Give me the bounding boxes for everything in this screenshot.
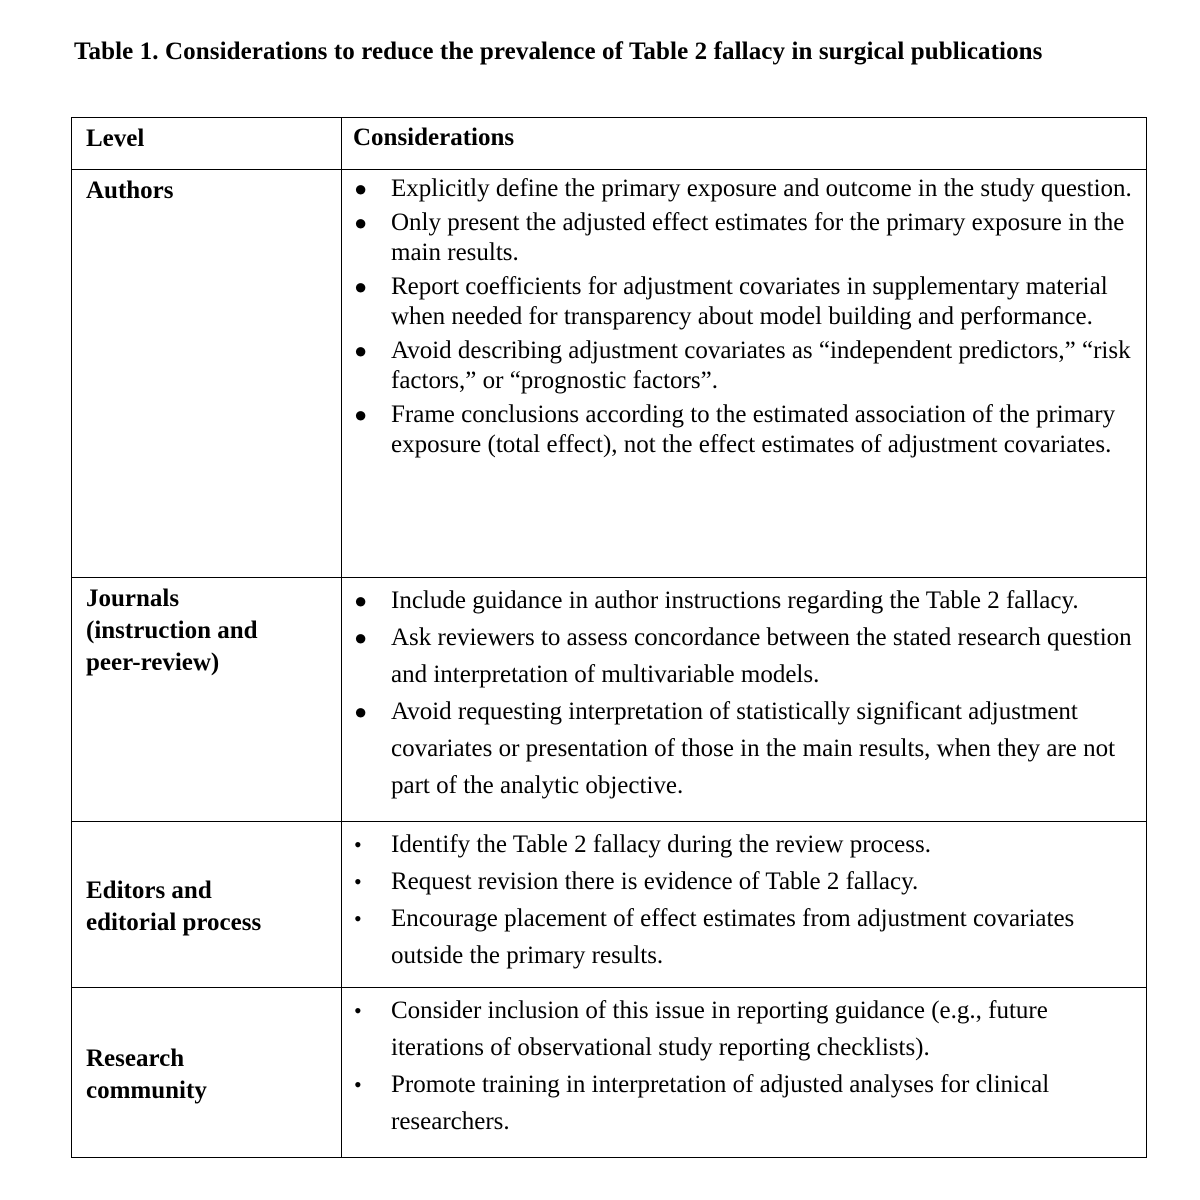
bullet-icon: ● (354, 273, 368, 299)
level-label-line: Research (86, 1045, 185, 1072)
considerations-header-label: Considerations (353, 124, 515, 151)
list-item-text: Avoid requesting interpretation of statistically significant adjustment covariates or presentation of those in the main results, when they are not part of the analytic objective. (391, 698, 1116, 799)
level-label-line: Authors (86, 177, 174, 204)
list-item (348, 693, 1132, 804)
bullet-icon: • (354, 832, 362, 857)
table-row-editors (72, 822, 1147, 988)
list-item (348, 272, 1132, 333)
bullet-icon: ● (354, 401, 368, 427)
level-label-line: Editors and (86, 877, 212, 904)
bullet-icon: • (354, 1072, 362, 1097)
list-item (348, 582, 1132, 619)
considerations-cell-research-community (342, 988, 1147, 1158)
list-item-text: Frame conclusions according to the estimated association of the primary exposure (total effect), not the effect estimates of adjustment covariates. (391, 400, 1116, 458)
list-item (348, 174, 1132, 205)
table-header-row (72, 118, 1147, 170)
bullet-icon: ● (354, 209, 368, 235)
level-label-line: peer-review) (86, 649, 220, 676)
bullet-icon: ● (354, 588, 368, 613)
table-row-authors (72, 170, 1147, 578)
list-item (348, 336, 1132, 397)
considerations-table (71, 117, 1147, 1158)
bullet-icon: ● (354, 625, 368, 650)
list-item-text: Consider inclusion of this issue in reporting guidance (e.g., future iterations of observational study reporting checklists). (391, 997, 1048, 1061)
bullet-icon: ● (354, 337, 368, 363)
list-item-text: Promote training in interpretation of adjusted analyses for clinical researchers. (391, 1071, 1050, 1135)
list-item-text: Ask reviewers to assess concordance between the stated research question and interpretation of multivariable models. (391, 624, 1132, 688)
level-label-line: community (86, 1077, 207, 1104)
list-item-text: Avoid describing adjustment covariates as “independent predictors,” “risk factors,” or “prognostic factors”. (391, 336, 1131, 394)
list-item (348, 992, 1132, 1066)
level-cell-research-community (72, 988, 342, 1158)
list-item-text: Report coefficients for adjustment covariates in supplementary material when needed for transparency about model building and performance. (391, 272, 1108, 330)
considerations-list-authors (348, 174, 1132, 461)
bullet-icon: ● (354, 176, 368, 201)
list-item-text: Explicitly define the primary exposure and outcome in the study question. (391, 175, 1132, 202)
level-column-header (72, 118, 342, 170)
list-item (348, 826, 1132, 863)
list-item (348, 400, 1132, 461)
list-item-text: Include guidance in author instructions regarding the Table 2 fallacy. (391, 587, 1079, 614)
list-item-text: Encourage placement of effect estimates from adjustment covariates outside the primary results. (391, 905, 1075, 969)
list-item (348, 900, 1132, 974)
considerations-cell-authors (342, 170, 1147, 578)
list-item-text: Identify the Table 2 fallacy during the review process. (391, 831, 931, 858)
list-item (348, 863, 1132, 900)
level-label-line: Journals (86, 585, 180, 612)
list-item (348, 1066, 1132, 1140)
bullet-icon: • (354, 906, 362, 931)
considerations-list-journals (348, 582, 1132, 804)
considerations-cell-journals (342, 578, 1147, 822)
list-item-text: Only present the adjusted effect estimates for the primary exposure in the main results. (391, 208, 1125, 266)
level-cell-editors (72, 822, 342, 988)
bullet-icon: • (354, 869, 362, 894)
level-label-line: editorial process (86, 909, 262, 936)
list-item-text: Request revision there is evidence of Table 2 fallacy. (391, 868, 919, 895)
table-row-journals (72, 578, 1147, 822)
table-row-research-community (72, 988, 1147, 1158)
level-label-line: (instruction and (86, 617, 258, 644)
considerations-column-header (342, 118, 1147, 170)
level-header-label: Level (86, 125, 145, 152)
level-cell-authors (72, 170, 342, 578)
considerations-list-editors (348, 826, 1132, 974)
table-caption: Table 1. Considerations to reduce the prevalence of Table 2 fallacy in surgical publications (74, 38, 1043, 65)
bullet-icon: ● (354, 699, 368, 724)
level-cell-journals (72, 578, 342, 822)
list-item (348, 208, 1132, 269)
bullet-icon: • (354, 998, 362, 1023)
considerations-cell-editors (342, 822, 1147, 988)
considerations-list-research-community (348, 992, 1132, 1140)
list-item (348, 619, 1132, 693)
